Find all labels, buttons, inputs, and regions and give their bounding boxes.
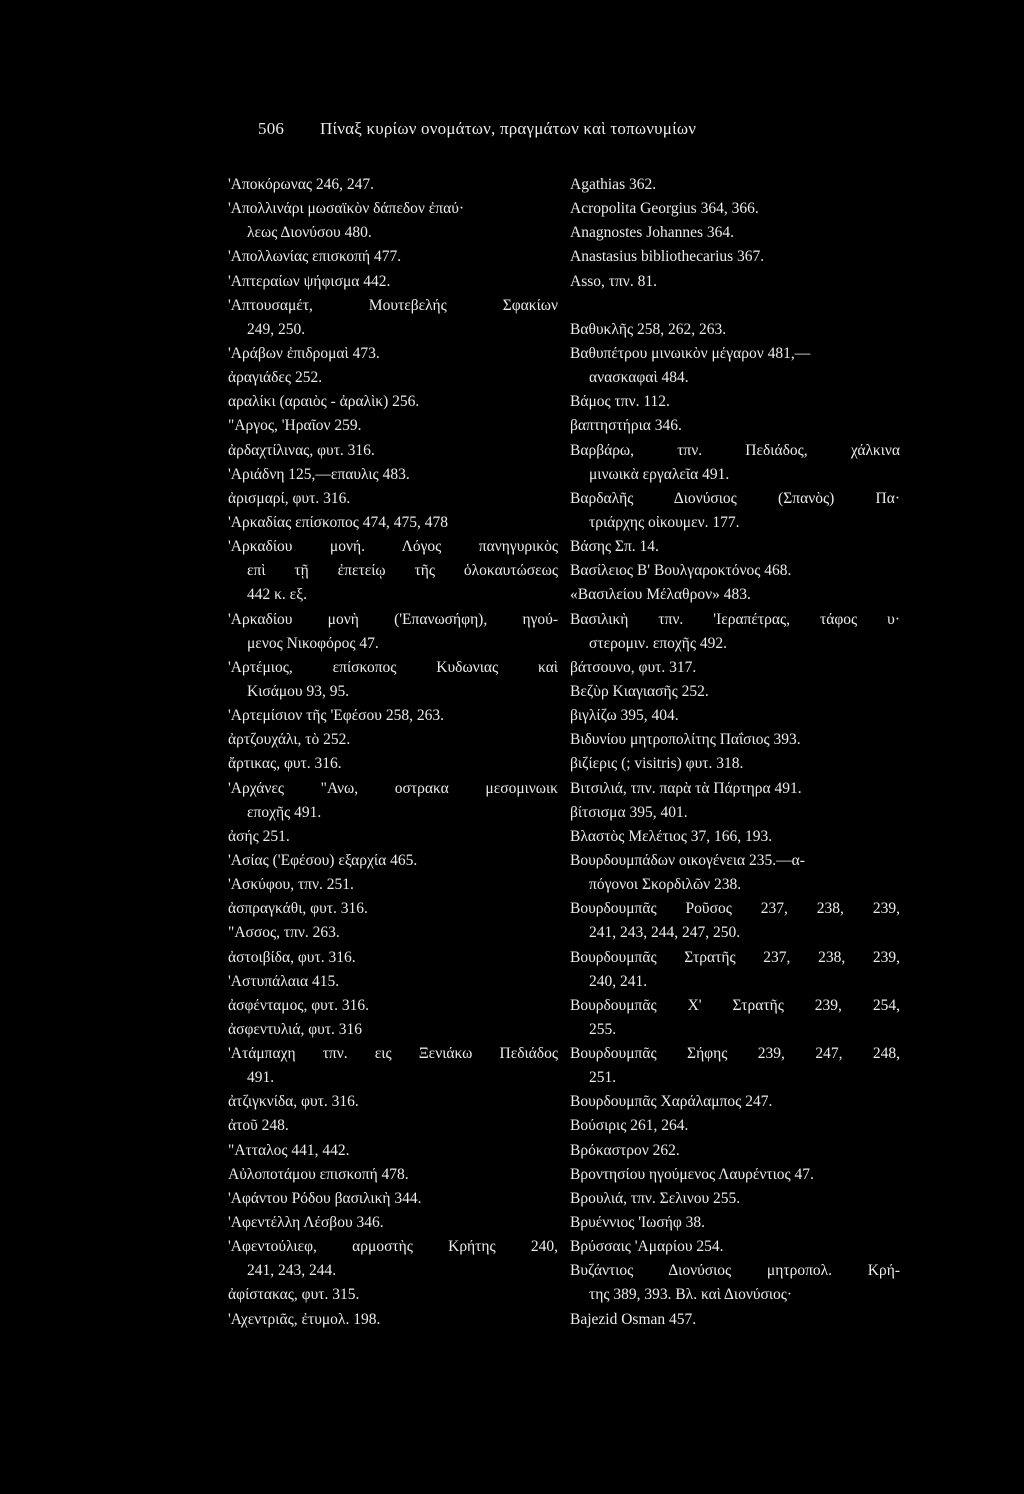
index-entry-line: εποχῆς 491. <box>247 803 322 821</box>
page-number: 506 <box>258 119 285 138</box>
index-entry-line: 'Αρκαδίου μονὴ ('Επανωσήφη), ηγού- <box>228 610 558 628</box>
index-entry-line: Βιτσιλιά, τπν. παρὰ τὰ Πάρτηρα 491. <box>570 779 802 797</box>
index-entry-line: Bajezid Osman 457. <box>570 1310 697 1328</box>
index-entry-line: 'Ασκύφου, τπν. 251. <box>228 876 354 894</box>
index-entry-line: Βουρδουμπᾶς Σήφης 239, 247, 248, <box>570 1045 900 1063</box>
index-entry-line: 251. <box>589 1069 617 1087</box>
index-entry-line: πόγονοι Σκορδιλῶν 238. <box>589 876 742 894</box>
index-entry-line: Βρυέννιος 'Ιωσήφ 38. <box>570 1214 706 1232</box>
index-entry-line: 'Αρτεμίσιον τῆς 'Εφέσου 258, 263. <box>228 707 444 725</box>
index-entry-line: 'Απολλινάρι μωσαϊκὸν δάπεδον ἐπαύ· <box>228 200 465 218</box>
index-entry-line: αραλίκι (αραιὸς - ἀραλὶκ) 256. <box>228 393 420 411</box>
index-entry-line: ἄρτικας, φυτ. 316. <box>228 755 342 773</box>
index-entry-line: 'Ασίας ('Εφέσου) εξαρχία 465. <box>228 851 418 869</box>
index-entry-line: βιζίερις (; visitris) φυτ. 318. <box>570 755 744 773</box>
index-entry-line: Βουρδουμπάδων οικογένεια 235.—α- <box>570 851 805 869</box>
index-entry-line: Βάμος τπν. 112. <box>570 393 670 411</box>
index-entry-line: 'Απολλωνίας επισκοπή 477. <box>228 248 402 266</box>
index-entry-line: Βαρδαλῆς Διονύσιος (Σπανὸς) Πα· <box>570 489 900 507</box>
index-entry-line: 'Αστυπάλαια 415. <box>228 972 340 990</box>
index-entry-line: Βαρβάρω, τπν. Πεδιάδος, χάλκινα <box>570 441 900 459</box>
index-entry-line: 'Αρκαδίου μονή. Λόγος πανηγυρικὸς <box>228 538 558 556</box>
index-entry-line: Βρουλιά, τπν. Σελινου 255. <box>570 1189 741 1207</box>
index-entry-line: βαπτηστήρια 346. <box>570 417 682 435</box>
index-entry-line: 240, 241. <box>589 972 648 990</box>
index-entry-line: ἀσφένταμος, φυτ. 316. <box>228 996 369 1014</box>
index-entry-line: 'Αποκόρωνας 246, 247. <box>228 176 374 193</box>
index-entry-line: επὶ τῇ ἐπετείῳ τῆς ὁλοκαυτώσεως <box>247 562 558 580</box>
index-entry-line: Anastasius bibliothecarius 367. <box>570 248 765 266</box>
index-entry-line: Βασίλειος Β' Βουλγαροκτόνος 468. <box>570 562 792 580</box>
index-entry-line: 442 κ. εξ. <box>247 586 307 604</box>
index-entry-line: Βουρδουμπᾶς Χ' Στρατῆς 239, 254, <box>570 996 900 1014</box>
index-entry-line: 'Αράβων ἐπιδρομαὶ 473. <box>228 344 380 362</box>
index-entry-line: Βροντησίου ηγούμενος Λαυρέντιος 47. <box>570 1165 814 1183</box>
index-entry-line: ἀρδαχτίλινας, φυτ. 316. <box>228 441 375 459</box>
index-entry-line: Βουρδουμπᾶς Χαράλαμπος 247. <box>570 1093 773 1111</box>
index-entry-line: "Ατταλος 441, 442. <box>228 1141 350 1159</box>
index-entry-line: "Ασσος, τπν. 263. <box>228 924 340 942</box>
index-entry-line: Βρύσσαις 'Αμαρίου 254. <box>570 1238 724 1256</box>
index-entry-line: 'Αριάδνη 125,—επαυλις 483. <box>228 465 410 483</box>
index-entry-line: Βυζάντιος Διονύσιος μητροπολ. Κρή- <box>570 1262 900 1280</box>
index-entry-line: ἀσφεντυλιά, φυτ. 316 <box>228 1020 363 1038</box>
index-entry-line: 241, 243, 244, 247, 250. <box>589 924 741 942</box>
index-entry-line: 255. <box>589 1020 617 1038</box>
index-entry-line: 'Απτεραίων ψήφισμα 442. <box>228 272 391 290</box>
index-entry-line: μενος Νικοφόρος 47. <box>247 634 379 652</box>
index-entry-line: Asso, τπν. 81. <box>570 272 657 290</box>
index-entry-line: μινωικὰ εργαλεῖα 491. <box>589 465 730 483</box>
index-entry-line: Βουρδουμπᾶς Ροῦσος 237, 238, 239, <box>570 900 900 918</box>
index-entry-line: Κισάμου 93, 95. <box>247 682 350 700</box>
index-entry-line: Βεζὺρ Κιαγιασῆς 252. <box>570 682 709 700</box>
index-entry-line: Βαθυπέτρου μινωικὸν μέγαρον 481,— <box>570 344 811 362</box>
index-entry-line: Βρόκαστρον 262. <box>570 1141 680 1159</box>
index-entry-line: Anagnostes Johannes 364. <box>570 224 735 242</box>
index-entry-line: "Αργος, 'Ηραῖον 259. <box>228 417 362 435</box>
index-entry-line: ἀσής 251. <box>228 827 290 845</box>
index-entry-line: Βουρδουμπᾶς Στρατῆς 237, 238, 239, <box>570 948 900 966</box>
index-entry-line: ἀρισμαρί, φυτ. 316. <box>228 489 351 507</box>
index-entry-line: ἀραγιάδες 252. <box>228 369 323 387</box>
index-entry-line: Βάσης Σπ. 14. <box>570 538 659 556</box>
index-entry-line: 241, 243, 244. <box>247 1262 337 1280</box>
index-entry-line: βίτσισμα 395, 401. <box>570 803 688 821</box>
page-title: Πίναξ κυρίων ονομάτων, πραγμάτων καὶ τοπωνυμίων <box>320 119 697 138</box>
index-entry-line: 'Ατάμπαχη τπν. εις Ξενιάκω Πεδιάδος <box>228 1045 558 1063</box>
index-entry-line: Αὐλοποτάμου επισκοπή 478. <box>228 1165 409 1183</box>
index-entry-line: Βούσιρις 261, 264. <box>570 1117 689 1135</box>
index-entry-line: ἀφίστακας, φυτ. 315. <box>228 1286 360 1304</box>
index-entry-line: ἀτζιγκνίδα, φυτ. 316. <box>228 1093 359 1111</box>
running-header <box>258 119 696 139</box>
index-entry-line: βάτσουνο, φυτ. 317. <box>570 658 697 676</box>
index-entry-line: Agathias 362. <box>570 176 657 193</box>
index-entry-line: 'Αρχάνες "Ανω, οστρακα μεσομινωικ <box>228 779 558 797</box>
index-entry-line: 'Αφεντούλιεφ, αρμοστὴς Κρήτης 240, <box>228 1238 558 1256</box>
index-entry-line: ανασκαφαὶ 484. <box>589 369 689 387</box>
index-entry-line: ἀσπραγκάθι, φυτ. 316. <box>228 900 368 918</box>
index-entry-line: στερομιν. εποχῆς 492. <box>589 634 728 652</box>
index-entry-line: λεως Διονύσου 480. <box>247 224 372 242</box>
index-entry-line: 'Απτουσαμέτ, Μουτεβελής Σφακίων <box>228 296 558 314</box>
index-entry-line <box>570 294 900 318</box>
index-entry-line: 'Αχεντριᾶς, ἐτυμολ. 198. <box>228 1310 381 1328</box>
index-entry-line: τριάρχης οἰκουμεν. 177. <box>589 513 740 531</box>
index-entry-line: 'Αρτέμιος, επίσκοπος Κυδωνιας καὶ <box>228 658 558 676</box>
index-entry-line: ἀτοῦ 248. <box>228 1117 289 1135</box>
index-entry-line: Βλαστὸς Μελέτιος 37, 166, 193. <box>570 827 773 845</box>
index-entry-line: Βαθυκλῆς 258, 262, 263. <box>570 320 727 338</box>
index-entry-line: βιγλίζω 395, 404. <box>570 707 679 725</box>
index-column-left <box>228 173 558 1332</box>
index-entry-line: 'Αφάντου Ρόδου βασιλικὴ 344. <box>228 1189 422 1207</box>
index-entry-line: 491. <box>247 1069 275 1087</box>
index-entry-line: Βασιλικὴ τπν. 'Ιεραπέτρας, τάφος υ· <box>570 610 900 628</box>
index-entry-line: 'Αφεντέλλη Λέσβου 346. <box>228 1214 384 1232</box>
index-entry-line: ἀστοιβίδα, φυτ. 316. <box>228 948 356 966</box>
index-column-right <box>570 173 900 1332</box>
index-entry-line: της 389, 393. Βλ. καὶ Διονύσιος· <box>589 1286 793 1304</box>
index-entry-line: 'Αρκαδίας επίσκοπος 474, 475, 478 <box>228 513 449 531</box>
index-entry-line: Acropolita Georgius 364, 366. <box>570 200 759 218</box>
index-entry-line: ἀρτζουχάλι, τὸ 252. <box>228 731 351 749</box>
index-entry-line: Βιδυνίου μητροπολίτης Παΐσιος 393. <box>570 731 801 749</box>
index-entry-line: 249, 250. <box>247 320 306 338</box>
index-entry-line: «Βασιλείου Μέλαθρον» 483. <box>570 586 751 604</box>
